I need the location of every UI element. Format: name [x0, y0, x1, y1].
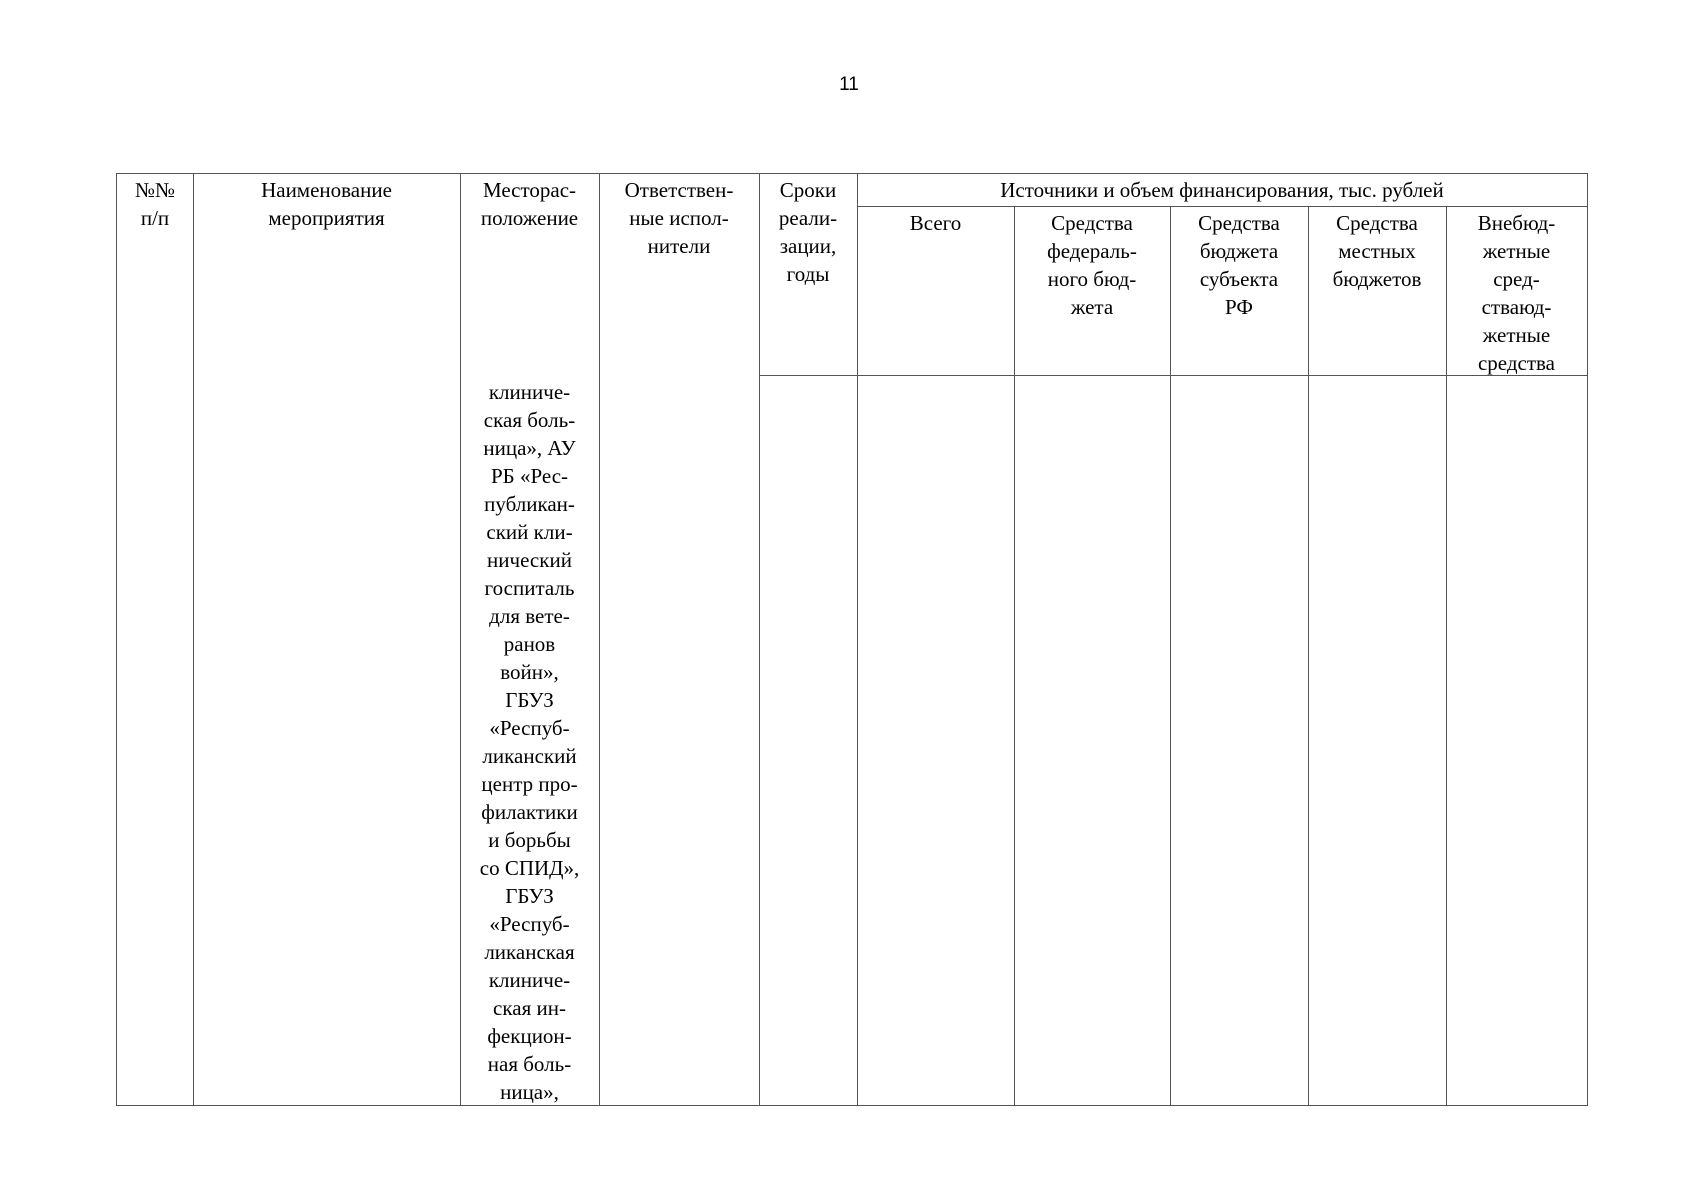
- header-location: Месторас- положение: [480, 178, 579, 230]
- header-regional: Средства бюджета субъекта РФ: [1198, 211, 1280, 319]
- col-divider: [1014, 206, 1015, 1105]
- header-period: Сроки реали- зации, годы: [778, 178, 838, 286]
- location-line: «Респуб-: [489, 912, 570, 936]
- location-line: фекцион-: [487, 1024, 572, 1048]
- location-line: «Респуб-: [489, 716, 570, 740]
- location-line: публикан-: [484, 492, 575, 516]
- col-divider: [599, 174, 600, 1105]
- header-total: Всего: [909, 211, 962, 235]
- header-num: №№ п/п: [134, 178, 176, 230]
- location-line: ликанская: [484, 940, 575, 964]
- header-federal: Средства федераль- ного бюд- жета: [1047, 211, 1137, 319]
- location-line: ликанский: [482, 744, 577, 768]
- location-line: со СПИД»,: [479, 856, 580, 880]
- location-line: для вете-: [489, 604, 570, 628]
- col-divider: [857, 174, 858, 1105]
- location-line: ГБУЗ: [505, 884, 554, 908]
- header-funding-group: Источники и объем финансирования, тыс. рублей: [1000, 178, 1444, 202]
- location-line: ская боль-: [483, 408, 576, 432]
- location-line: ранов: [503, 632, 556, 656]
- location-line: ница», АУ: [483, 436, 576, 460]
- location-line: филактики: [481, 800, 578, 824]
- header-extrabudget: Внебюд- жетные сред- стваюд- жетные средства: [1477, 211, 1556, 375]
- location-cell-text: [460, 378, 599, 1106]
- location-line: клиниче-: [488, 380, 571, 404]
- location-line: ГБУЗ: [505, 688, 554, 712]
- col-divider: [1170, 206, 1171, 1105]
- location-line: госпиталь: [484, 576, 575, 600]
- financing-table: [116, 173, 1588, 1106]
- col-divider: [1308, 206, 1309, 1105]
- col-divider: [759, 174, 760, 1105]
- location-line: и борьбы: [488, 828, 571, 852]
- header-executors: Ответствен- ные испол- нители: [624, 178, 734, 258]
- location-line: центр про-: [481, 772, 578, 796]
- col-divider: [193, 174, 194, 1105]
- funding-group-divider: [857, 206, 1587, 207]
- header-local: Средства местных бюджетов: [1332, 211, 1422, 291]
- header-name: Наименование мероприятия: [261, 178, 392, 230]
- page-number: 11: [839, 74, 859, 95]
- location-line: нический: [487, 548, 572, 572]
- location-line: ский кли-: [486, 520, 573, 544]
- location-line: войн»,: [500, 660, 559, 684]
- location-line: ная боль-: [487, 1052, 572, 1076]
- location-line: РБ «Рес-: [490, 464, 569, 488]
- location-line: ская ин-: [493, 996, 566, 1020]
- location-line: клиниче-: [488, 968, 571, 992]
- location-line: ница»,: [500, 1080, 559, 1104]
